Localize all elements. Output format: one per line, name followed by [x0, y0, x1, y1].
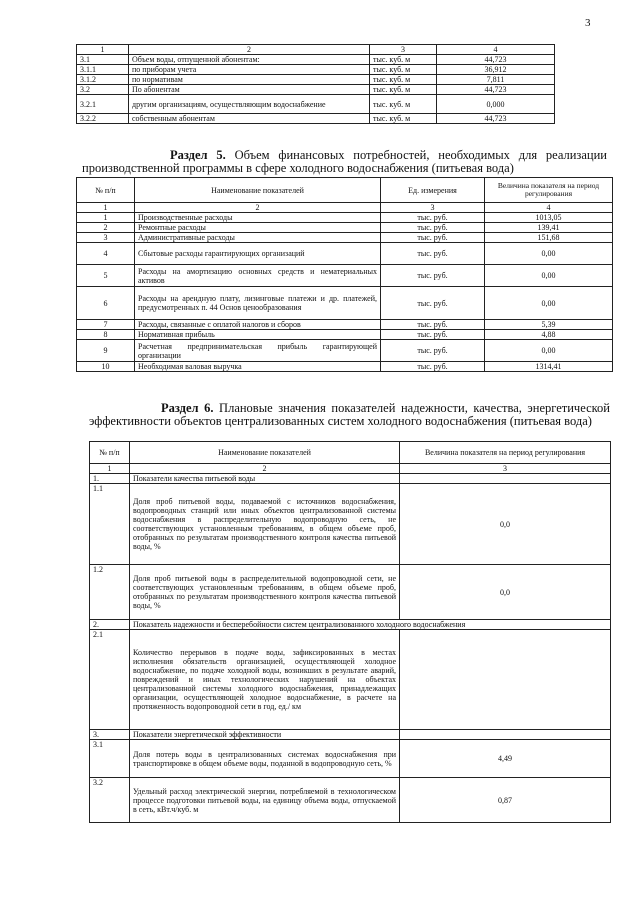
header-number: № п/п	[77, 178, 135, 203]
cell-val: 44,723	[437, 114, 555, 124]
cell-n: 7	[77, 320, 135, 330]
cell-n: 3.2	[77, 85, 129, 95]
cell-unit: тыс. руб.	[381, 340, 485, 362]
cell-unit: тыс. руб.	[381, 223, 485, 233]
cell-n: 3	[77, 233, 135, 243]
cell-val: 44,723	[437, 85, 555, 95]
group-row-reliability	[90, 620, 611, 630]
cell-name: Расходы на арендную плату, лизинговые платежи и др. платежей, предусмотренных п. 44 Основ ценообразования	[135, 287, 381, 320]
cell-name: по приборам учета	[129, 65, 370, 75]
table-row	[77, 233, 613, 243]
page-number: 3	[585, 17, 591, 29]
table-header-row	[77, 178, 613, 203]
cell-name: Нормативная прибыль	[135, 330, 381, 340]
cell-name: собственным абонентам	[129, 114, 370, 124]
indicator-name: Количество перерывов в подаче воды, зафиксированных в местах исполнения обязательств организацией, осуществляющей холодное водоснабжение, по подаче холодной воды, возникших в результате аварий, повреждений и иных технологических нарушений на объектах централизованной системы холодного водоснабжения, принадлежащих организации, осуществляющей холодное водоснабжение, в расчете на протяженность водопроводной сети в год, ед./ км	[130, 630, 400, 730]
cell-n: 3.1.1	[77, 65, 129, 75]
section-title: Плановые значения показателей надежности, качества, энергетической эффективности объектов централизованных систем холодного водоснабжения (питьевая вода)	[89, 401, 610, 428]
cell-val: 1013,05	[485, 213, 613, 223]
cell-n: 2	[77, 223, 135, 233]
cell-unit: тыс. куб. м	[370, 85, 437, 95]
row-number: 2.	[90, 620, 130, 630]
table-row	[77, 65, 555, 75]
cell-n: 3.1	[77, 55, 129, 65]
cell-val: 7,811	[437, 75, 555, 85]
row-number: 1.	[90, 474, 130, 484]
table-row	[77, 330, 613, 340]
cell-name: Административные расходы	[135, 233, 381, 243]
cell-unit: тыс. куб. м	[370, 95, 437, 114]
column-number: 4	[485, 203, 613, 213]
header-number: № п/п	[90, 442, 130, 464]
cell-n: 8	[77, 330, 135, 340]
row-number: 3.2	[90, 778, 130, 823]
cell-unit: тыс. руб.	[381, 233, 485, 243]
indicator-value: 0,0	[400, 484, 611, 565]
water-volume-table	[76, 44, 555, 124]
table-row	[90, 565, 611, 620]
cell-name: другим организациям, осуществляющим водоснабжение	[129, 95, 370, 114]
table-row	[77, 95, 555, 114]
table-header-row	[90, 442, 611, 464]
indicator-value	[400, 630, 611, 730]
cell-name: Необходимая валовая выручка	[135, 362, 381, 372]
cell-n: 9	[77, 340, 135, 362]
cell-n: 1	[77, 213, 135, 223]
cell-val: 4,88	[485, 330, 613, 340]
cell-name: Объем воды, отпущенной абонентам:	[129, 55, 370, 65]
section-label: Раздел 6.	[161, 401, 214, 415]
cell-n: 4	[77, 243, 135, 265]
column-number: 3	[400, 464, 611, 474]
table-row	[77, 223, 613, 233]
cell-val: 139,41	[485, 223, 613, 233]
header-cell: 2	[129, 45, 370, 55]
cell-unit: тыс. куб. м	[370, 75, 437, 85]
cell-val: 44,723	[437, 55, 555, 65]
cell-unit: тыс. куб. м	[370, 65, 437, 75]
table-row	[77, 362, 613, 372]
indicator-name: Доля потерь воды в централизованных системах водоснабжения при транспортировке в общем объеме воды, поданной в водопроводную сеть, %	[130, 740, 400, 778]
table-row	[90, 740, 611, 778]
cell-name: Расходы на амортизацию основных средств и нематериальных активов	[135, 265, 381, 287]
column-number: 1	[77, 203, 135, 213]
cell-val: 36,912	[437, 65, 555, 75]
financial-needs-table	[76, 177, 613, 372]
cell-val: 5,39	[485, 320, 613, 330]
cell-unit: тыс. руб.	[381, 330, 485, 340]
group-row-quality	[90, 474, 611, 484]
header-cell: 1	[77, 45, 129, 55]
table-row	[77, 320, 613, 330]
header-unit: Ед. измерения	[381, 178, 485, 203]
header-name: Наименование показателей	[135, 178, 381, 203]
cell-val: 0,00	[485, 243, 613, 265]
header-name: Наименование показателей	[130, 442, 400, 464]
section-5-heading	[82, 149, 607, 175]
row-number: 1.1	[90, 484, 130, 565]
indicator-name: Доля проб питьевой воды, подаваемой с источников водоснабжения, водопроводных станций или иных объектов централизованной системы водоснабжения в распределительную водопроводную сеть, не соответствующих установленным требованиям, в общем объеме проб, отобранных по результатам производственного контроля качества питьевой воды, %	[130, 484, 400, 565]
cell-name: Производственные расходы	[135, 213, 381, 223]
row-number: 3.1	[90, 740, 130, 778]
column-number-row	[77, 203, 613, 213]
column-number: 1	[90, 464, 130, 474]
cell-unit: тыс. руб.	[381, 243, 485, 265]
cell-val: 151,68	[485, 233, 613, 243]
indicator-value: 0,87	[400, 778, 611, 823]
table-row	[77, 114, 555, 124]
cell-name: По абонентам	[129, 85, 370, 95]
section-6-heading	[89, 402, 610, 428]
row-number: 3.	[90, 730, 130, 740]
cell-name: Ремонтные расходы	[135, 223, 381, 233]
column-number: 2	[130, 464, 400, 474]
cell-name: по нормативам	[129, 75, 370, 85]
header-value: Величина показателя на период регулирования	[400, 442, 611, 464]
cell-n: 3.2.2	[77, 114, 129, 124]
table-row	[90, 630, 611, 730]
section-title: Объем финансовых потребностей, необходимых для реализации производственной программы в сфере холодного водоснабжения (питьевая вода)	[82, 148, 607, 175]
cell-name: Расчетная предпринимательская прибыль гарантирующей организации	[135, 340, 381, 362]
indicator-name: Удельный расход электрической энергии, потребляемой в технологическом процессе подготовки питьевой воды, на единицу объема воды, отпускаемой в сеть, кВт.ч/куб. м	[130, 778, 400, 823]
cell-unit: тыс. руб.	[381, 213, 485, 223]
header-cell: 4	[437, 45, 555, 55]
table-row	[90, 778, 611, 823]
indicator-name: Доля проб питьевой воды в распределительной водопроводной сети, не соответствующих установленным требованиям, в общем объеме проб, отобранных по результатам производственного контроля качества питьевой воды, %	[130, 565, 400, 620]
group-name: Показатели качества питьевой воды	[130, 474, 400, 484]
cell-n: 3.1.2	[77, 75, 129, 85]
table-row	[77, 213, 613, 223]
group-name: Показатели энергетической эффективности	[130, 730, 400, 740]
cell-name: Расходы, связанные с оплатой налогов и сборов	[135, 320, 381, 330]
indicators-table	[89, 441, 611, 823]
cell-val: 0,00	[485, 287, 613, 320]
cell-unit: тыс. руб.	[381, 287, 485, 320]
table-row	[77, 55, 555, 65]
cell-val: 0,00	[485, 340, 613, 362]
cell-val: 0,000	[437, 95, 555, 114]
table-header-row	[77, 45, 555, 55]
column-number: 3	[381, 203, 485, 213]
table-row	[77, 340, 613, 362]
indicator-value: 0,0	[400, 565, 611, 620]
cell-n: 10	[77, 362, 135, 372]
cell-val: 0,00	[485, 265, 613, 287]
cell-val: 1314,41	[485, 362, 613, 372]
indicator-value: 4,49	[400, 740, 611, 778]
cell-unit: тыс. руб.	[381, 265, 485, 287]
header-cell: 3	[370, 45, 437, 55]
cell-n: 5	[77, 265, 135, 287]
row-number: 2.1	[90, 630, 130, 730]
cell-unit: тыс. руб.	[381, 320, 485, 330]
group-row-energy	[90, 730, 611, 740]
table-row	[77, 265, 613, 287]
header-value: Величина показателя на период регулирования	[485, 178, 613, 203]
section-label: Раздел 5.	[170, 148, 226, 162]
cell-unit: тыс. куб. м	[370, 55, 437, 65]
cell-unit: тыс. куб. м	[370, 114, 437, 124]
column-number-row	[90, 464, 611, 474]
table-row	[90, 484, 611, 565]
column-number: 2	[135, 203, 381, 213]
row-number: 1.2	[90, 565, 130, 620]
table-row	[77, 287, 613, 320]
table-row	[77, 243, 613, 265]
table-row	[77, 85, 555, 95]
cell-unit: тыс. руб.	[381, 362, 485, 372]
table-row	[77, 75, 555, 85]
group-name: Показатель надежности и бесперебойности систем централизованного холодного водоснабжения	[130, 620, 611, 630]
cell-name: Сбытовые расходы гарантирующих организаций	[135, 243, 381, 265]
cell-n: 6	[77, 287, 135, 320]
cell-n: 3.2.1	[77, 95, 129, 114]
